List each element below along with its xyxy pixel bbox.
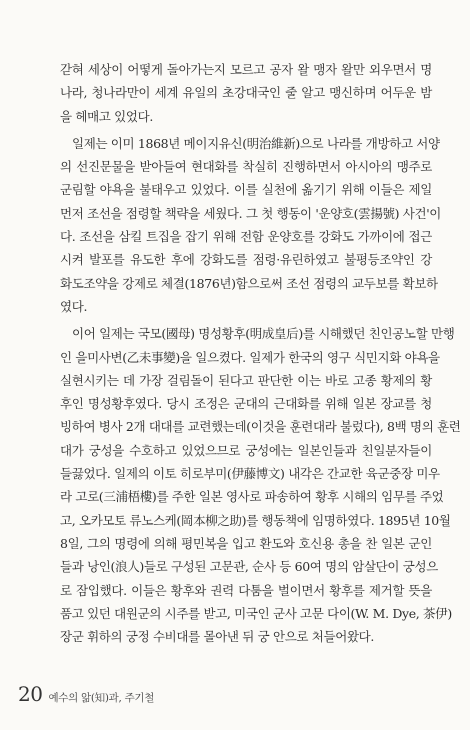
text-line: 후인 명성황후였다. 당시 조정은 군대의 근대화를 위해 일본 장교를 청 [60,396,432,412]
text-line: 시켜 발포를 유도한 후에 강화도를 점령·유린하였고 불평등조약인 강 [60,252,432,268]
text-line: 들끓었다. 일제의 이토 히로부미(伊藤博文) 내각은 간교한 육군중장 미우 [60,466,440,482]
text-line: 실현시키는 데 가장 걸림돌이 된다고 판단한 이는 바로 고종 황제의 황 [60,372,432,388]
text-line: 품고 있던 대원군의 시주를 받고, 미국인 군사 고문 다이(W. M. Dye, 茶伊) [60,605,452,621]
page-footer [18,682,154,706]
text-line: 갇혀 세상이 어떻게 돌아가는지 모르고 공자 왈 맹자 왈만 외우면서 명 [60,62,432,77]
body-text [60,58,461,652]
paragraph-1 [60,58,432,128]
text-line: 장군 휘하의 궁정 수비대를 몰아낸 뒤 궁 안으로 처들어왔다. [60,629,375,645]
text-line: 빙하여 병사 2개 대대를 교련했는데(이것을 훈련대라 불렀다), 8백 명의 훈련 [60,419,461,435]
text-line: 8일, 그의 명령에 의해 평민복을 입고 환도와 호신용 총을 찬 일본 군인 [60,535,432,551]
text-line: 의 선진문물을 받아들여 현대화를 착실히 진행하면서 아시아의 맹주로 [60,159,432,175]
text-line: 일제는 이미 1868년 메이지유신(明治維新)으로 나라를 개방하고 서양 [72,135,440,151]
text-line: 먼저 조선을 점령할 책략을 세웠다. 그 첫 행동이 '운양호(雲揚號) 사건'이 [60,205,442,221]
text-line: 였다. [60,298,88,314]
text-line: 나라, 청나라만이 세계 유일의 초강대국인 줄 알고 맹신하며 어두운 밤 [60,85,432,101]
running-title: 예수의 앎(知)과, 주기철 [48,692,155,704]
paragraph-2 [60,132,442,318]
paragraph-3 [60,322,461,648]
text-line: 다. 조선을 삼킬 트집을 잡기 위해 전함 운양호를 강화도 가까이에 접근 [60,229,432,245]
text-line: 대가 궁성을 수호하고 있었으므로 궁성에는 일본인들과 친일분자들이 [60,442,432,458]
text-line: 인 을미사변(乙未事變)을 일으켰다. 일제가 한국의 영구 식민지화 야욕을 [60,349,440,365]
text-line: 이어 일제는 국모(國母) 명성황후(明成皇后)를 시해했던 친인공노할 만행 [72,326,455,342]
text-line: 군림할 야욕을 불태우고 있었다. 이를 실천에 옮기기 위해 이들은 제일 [60,182,432,198]
page-number: 20 [18,682,43,706]
text-line: 라 고로(三浦梧樓)를 주한 일본 영사로 파송하여 황후 시해의 임무를 주었 [60,489,444,505]
text-line: 들과 낭인(浪人)들로 구성된 고문관, 순사 등 60여 명의 암살단이 궁성으 [60,559,438,575]
text-line: 로 잠입했다. 이들은 황후와 권력 다툼을 벌이면서 황후를 제거할 뜻을 [60,582,432,598]
text-line: 화도조약을 강제로 체결(1876년)함으로써 조선 점령의 교두보를 확보하 [60,275,438,291]
text-line: 고, 오카모토 류노스케(岡本柳之助)를 행동책에 임명하였다. 1895년 10월 [60,512,451,528]
text-line: 을 헤매고 있었다. [60,108,153,124]
